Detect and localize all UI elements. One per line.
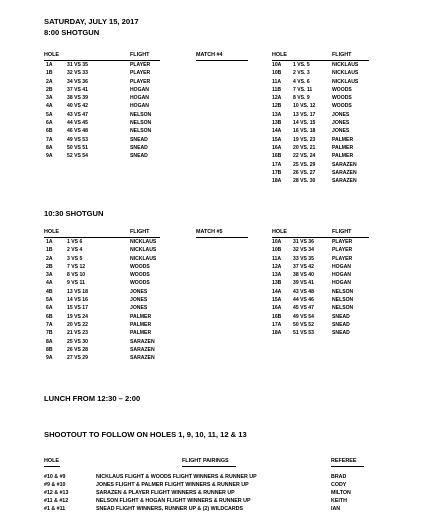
cell-flight: JONES (130, 305, 148, 312)
cell-match: 46 VS 48 (67, 128, 88, 135)
cell-match: 37 VS 41 (67, 86, 88, 93)
s1-header-hole-2: HOLE (272, 52, 287, 58)
s2-header-hole: HOLE (44, 229, 59, 235)
cell-match: 25 VS 30 (67, 338, 88, 345)
cell-hole: 3A (46, 95, 53, 102)
cell-flight: HOGAN (130, 103, 149, 110)
cell-match: 32 VS 33 (67, 70, 88, 77)
cell-flight: PLAYER (332, 247, 353, 254)
cell-hole: 18A (272, 178, 282, 185)
cell-hole: 4A (46, 280, 53, 287)
cell-flight: NELSON (332, 305, 354, 312)
cell-flight: PALMER (130, 321, 152, 328)
cell-hole: 1B (46, 247, 53, 254)
cell-match: 40 VS 42 (67, 103, 88, 110)
cell-hole: 15A (272, 297, 282, 304)
cell-match: 13 VS 18 (67, 288, 88, 295)
cell-flight: SNEAD (332, 321, 350, 328)
shootout-header-referee: REFEREE (331, 458, 357, 464)
cell-hole: 1A (46, 62, 53, 68)
cell-match: 21 VS 23 (67, 330, 88, 337)
cell-flight: PLAYER (130, 70, 151, 77)
cell-referee: KEITH (331, 498, 347, 504)
cell-hole: 17A (272, 321, 282, 328)
cell-flight: JONES (332, 120, 350, 127)
cell-flight: JONES (332, 111, 350, 118)
cell-match: 33 VS 35 (293, 255, 314, 262)
cell-hole: 2B (46, 86, 53, 93)
cell-hole: 10B (272, 247, 282, 254)
cell-flight: NICKLAUS (332, 78, 359, 85)
cell-hole: 6A (46, 120, 53, 127)
cell-hole: #10 & #9 (44, 474, 66, 480)
cell-hole: 7A (46, 136, 53, 143)
cell-flight: NELSON (332, 297, 354, 304)
cell-flight: HOGAN (332, 263, 351, 270)
s2-rule-match (196, 237, 248, 238)
cell-match: 34 VS 36 (67, 78, 88, 85)
cell-hole: 10A (272, 239, 282, 245)
cell-hole: 13A (272, 111, 282, 118)
cell-hole: 16B (272, 153, 282, 160)
s2-header-flight: FLIGHT (130, 229, 150, 235)
cell-flight: JONES (332, 128, 350, 135)
cell-hole: 8A (46, 338, 53, 345)
cell-match: 1 VS 6 (67, 239, 83, 245)
cell-match: 43 VS 47 (67, 111, 88, 118)
s1-header-flight-2: FLIGHT (332, 52, 352, 58)
cell-referee: IAN (331, 506, 341, 512)
cell-flight: NICKLAUS (130, 255, 157, 262)
cell-hole: 15A (272, 136, 282, 143)
cell-hole: 4B (46, 288, 53, 295)
cell-hole: 10B (272, 70, 282, 77)
cell-match: 38 VS 39 (67, 95, 88, 102)
cell-flight: JONES (130, 288, 148, 295)
cell-match: 7 VS. 11 (293, 86, 313, 93)
cell-hole: 6B (46, 128, 53, 135)
cell-flight: SARAZEN (130, 338, 155, 345)
cell-match: 39 VS 41 (293, 280, 314, 287)
cell-flight: NICKLAUS (332, 70, 359, 77)
cell-hole: 1A (46, 239, 53, 245)
cell-match: 27 VS 29 (67, 355, 88, 362)
cell-flight: PLAYER (130, 62, 151, 68)
cell-flight: SARAZEN (332, 178, 357, 185)
cell-flight: SARAZEN (332, 169, 357, 176)
cell-match: 3 VS 5 (67, 255, 83, 262)
s1-header-flight: FLIGHT (130, 52, 150, 58)
shootout-table (44, 473, 384, 513)
cell-hole: 17B (272, 169, 282, 176)
cell-match: 8 VS. 9 (293, 95, 310, 102)
cell-match: 52 VS 54 (67, 153, 88, 160)
cell-hole: 4A (46, 103, 53, 110)
s1-rule-match (196, 60, 248, 61)
cell-flight: NELSON (332, 288, 354, 295)
cell-flight: WOODS (332, 86, 352, 93)
cell-flight: PALMER (130, 313, 152, 320)
cell-match: 31 VS 35 (67, 62, 88, 68)
cell-flight: NICKLAUS (130, 239, 157, 245)
cell-match: 19 VS. 23 (293, 136, 316, 143)
cell-flight: SARAZEN (332, 161, 357, 168)
cell-referee: CODY (331, 482, 347, 488)
cell-flight: WOODS (130, 272, 150, 279)
cell-flight: SNEAD (130, 144, 148, 151)
cell-hole: 17A (272, 161, 282, 168)
shootout-header-pairings: FLIGHT PAIRINGS (182, 458, 229, 464)
s2-rule-right (272, 237, 369, 238)
table-row (44, 497, 384, 505)
table-row (44, 505, 384, 513)
shotgun-2-title: 10:30 SHOTGUN (44, 209, 104, 218)
cell-match: 49 VS 54 (293, 313, 314, 320)
table-row (44, 473, 384, 481)
cell-match: 26 VS 28 (67, 346, 88, 353)
cell-hole: 7B (46, 330, 53, 337)
cell-match: 10 VS. 12 (293, 103, 316, 110)
cell-hole: 11A (272, 255, 282, 262)
cell-hole: 18A (272, 330, 282, 337)
cell-match: 15 VS 17 (67, 305, 88, 312)
cell-hole: 7A (46, 321, 53, 328)
cell-flight: PLAYER (332, 255, 353, 262)
cell-match: 19 VS 24 (67, 313, 88, 320)
cell-flight: NELSON (130, 111, 152, 118)
cell-hole: 13A (272, 272, 282, 279)
lunch-notice: LUNCH FROM 12:30 – 2:00 (44, 394, 141, 403)
cell-hole: 9A (46, 153, 53, 160)
cell-hole: 16A (272, 305, 282, 312)
cell-flight: SARAZEN (130, 346, 155, 353)
cell-match: 38 VS 40 (293, 272, 314, 279)
shootout-header-hole: HOLE (44, 458, 59, 464)
s2-header-hole-2: HOLE (272, 229, 287, 235)
cell-hole: 14A (272, 128, 282, 135)
cell-flight: PLAYER (130, 78, 151, 85)
cell-hole: 3A (46, 272, 53, 279)
cell-hole: 2B (46, 263, 53, 270)
cell-flight: PALMER (130, 330, 152, 337)
cell-hole: 16B (272, 313, 282, 320)
cell-match: 50 VS 52 (293, 321, 314, 328)
s2-header-match: MATCH #5 (196, 229, 223, 235)
cell-flight: SNEAD (130, 136, 148, 143)
cell-flight: HOGAN (130, 86, 149, 93)
cell-hole: 8B (46, 346, 53, 353)
cell-flight: WOODS (332, 103, 352, 110)
cell-pairing: NELSON FLIGHT & HOGAN FLIGHT WINNERS & RUNNER UP (96, 498, 251, 504)
s1-header-match: MATCH #4 (196, 52, 223, 58)
cell-match: 28 VS. 30 (293, 178, 316, 185)
cell-hole: 6B (46, 313, 53, 320)
cell-match: 8 VS 10 (67, 272, 86, 279)
cell-match: 44 VS 46 (293, 297, 314, 304)
shootout-rule-pairings (182, 466, 236, 467)
cell-hole: #1 & #11 (44, 506, 66, 512)
cell-hole: #11 & #12 (44, 498, 69, 504)
cell-match: 22 VS. 24 (293, 153, 316, 160)
cell-flight: JONES (130, 297, 148, 304)
cell-hole: #9 & #10 (44, 482, 66, 488)
cell-hole: 2A (46, 255, 53, 262)
cell-flight: WOODS (130, 263, 150, 270)
cell-flight: HOGAN (130, 95, 149, 102)
cell-hole: 11A (272, 78, 282, 85)
cell-match: 2 VS 4 (67, 247, 83, 254)
cell-hole: 6A (46, 305, 53, 312)
cell-match: 25 VS. 29 (293, 161, 316, 168)
cell-match: 14 VS 16 (67, 297, 88, 304)
cell-match: 37 VS 42 (293, 263, 314, 270)
cell-flight: NICKLAUS (130, 247, 157, 254)
cell-pairing: SNEAD FLIGHT WINNERS, RUNNER UP & (2) WILDCARDS (96, 506, 244, 512)
cell-hole: 12B (272, 103, 282, 110)
cell-match: 13 VS. 17 (293, 111, 316, 118)
cell-match: 45 VS 47 (293, 305, 314, 312)
shotgun-1-title: 8:00 SHOTGUN (44, 28, 100, 37)
cell-match: 31 VS 36 (293, 239, 314, 245)
cell-hole: 2A (46, 78, 53, 85)
cell-flight: PALMER (332, 144, 354, 151)
cell-flight: NICKLAUS (332, 62, 359, 68)
cell-flight: HOGAN (332, 272, 351, 279)
cell-match: 1 VS. 5 (293, 62, 310, 68)
cell-match: 44 VS 45 (67, 120, 88, 127)
cell-hole: #12 & #13 (44, 490, 69, 496)
cell-flight: WOODS (332, 95, 352, 102)
cell-hole: 5A (46, 297, 53, 304)
s1-header-hole: HOLE (44, 52, 59, 58)
shootout-rule-referee (331, 466, 364, 467)
cell-match: 4 VS. 6 (293, 78, 310, 85)
table-row (44, 481, 384, 489)
shootout-rule-hole (44, 466, 60, 467)
cell-match: 43 VS 48 (293, 288, 314, 295)
cell-flight: WOODS (130, 280, 150, 287)
shootout-title: SHOOTOUT TO FOLLOW ON HOLES 1, 9, 10, 11, 12 & 13 (44, 430, 247, 439)
cell-pairing: NICKLAUS FLIGHT & WOODS FLIGHT WINNERS & RUNNER UP (96, 474, 257, 480)
cell-hole: 14A (272, 288, 282, 295)
cell-flight: HOGAN (332, 280, 351, 287)
cell-match: 16 VS. 18 (293, 128, 316, 135)
cell-hole: 9A (46, 355, 53, 362)
cell-flight: PALMER (332, 136, 354, 143)
cell-match: 51 VS 53 (293, 330, 314, 337)
cell-match: 2 VS. 3 (293, 70, 310, 77)
cell-hole: 8A (46, 144, 53, 151)
cell-flight: PLAYER (332, 239, 353, 245)
cell-match: 49 VS 53 (67, 136, 88, 143)
cell-flight: SARAZEN (130, 355, 155, 362)
cell-hole: 5A (46, 111, 53, 118)
cell-flight: NELSON (130, 120, 152, 127)
event-date: SATURDAY, JULY 15, 2017 (44, 17, 139, 26)
table-row (44, 489, 384, 497)
cell-referee: BRAD (331, 474, 347, 480)
cell-hole: 10A (272, 62, 282, 68)
cell-pairing: JONES FLIGHT & PALMER FLIGHT WINNERS & RUNNER UP (96, 482, 249, 488)
cell-flight: SNEAD (332, 313, 350, 320)
cell-hole: 12A (272, 263, 282, 270)
s2-header-flight-2: FLIGHT (332, 229, 352, 235)
cell-match: 14 VS. 15 (293, 120, 316, 127)
cell-referee: MILTON (331, 490, 351, 496)
cell-match: 26 VS. 27 (293, 169, 316, 176)
cell-hole: 16A (272, 144, 282, 151)
cell-flight: SNEAD (332, 330, 350, 337)
cell-hole: 12A (272, 95, 282, 102)
cell-hole: 13B (272, 280, 282, 287)
cell-flight: SNEAD (130, 153, 148, 160)
cell-flight: PALMER (332, 153, 354, 160)
cell-hole: 13B (272, 120, 282, 127)
cell-match: 7 VS 12 (67, 263, 86, 270)
cell-flight: NELSON (130, 128, 152, 135)
cell-match: 20 VS 22 (67, 321, 88, 328)
cell-match: 32 VS 34 (293, 247, 314, 254)
cell-hole: 11B (272, 86, 282, 93)
cell-match: 20 VS. 21 (293, 144, 316, 151)
cell-match: 50 VS 51 (67, 144, 88, 151)
cell-pairing: SARAZEN & PLAYER FLIGHT WINNERS & RUNNER UP (96, 490, 235, 496)
cell-match: 9 VS 11 (67, 280, 85, 287)
cell-hole: 1B (46, 70, 53, 77)
